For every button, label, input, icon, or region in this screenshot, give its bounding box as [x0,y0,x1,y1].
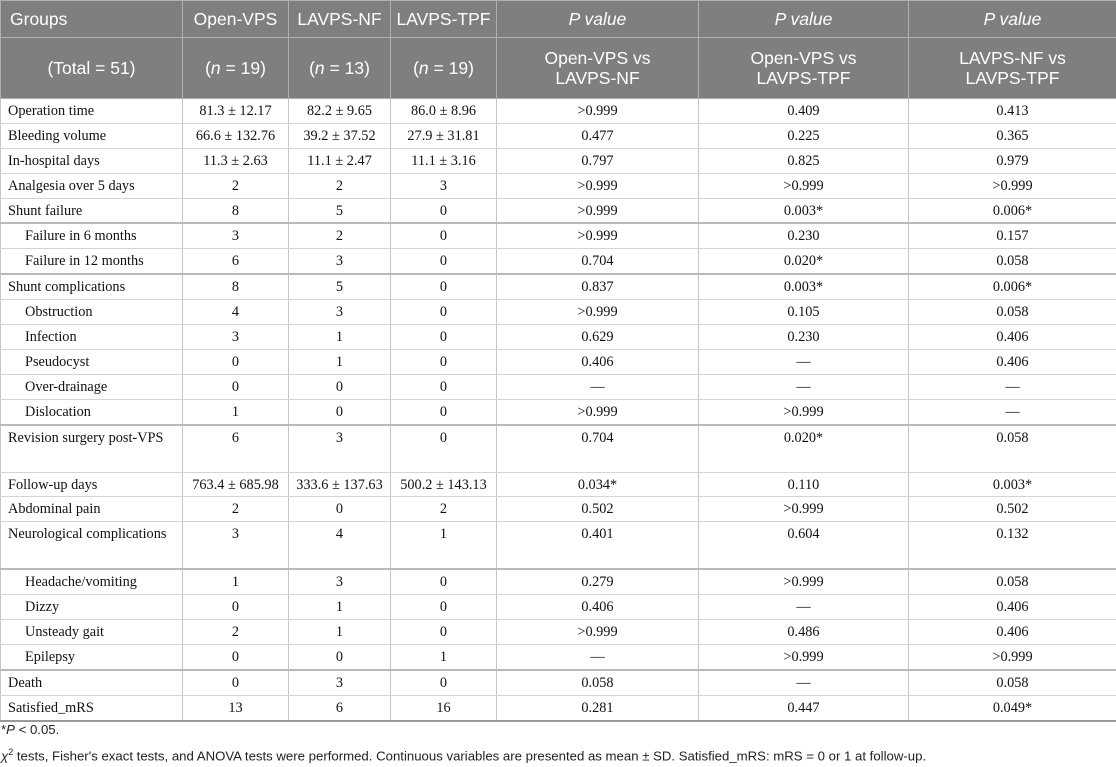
p-open-vs-tpf: 0.409 [699,99,909,124]
p-open-vs-nf: >0.999 [497,223,699,248]
p-nf-vs-tpf: 0.058 [909,425,1116,473]
header-p-value-1: P value [497,1,699,38]
p-open-vs-tpf: 0.604 [699,522,909,570]
lavps-nf-value: 4 [289,522,391,570]
row-label: Failure in 12 months [1,249,183,274]
open-vps-value: 8 [183,198,289,223]
p-open-vs-tpf: >0.999 [699,497,909,522]
header-lavps-nf: LAVPS-NF [289,1,391,38]
p-nf-vs-tpf: >0.999 [909,173,1116,198]
row-label: Pseudocyst [1,349,183,374]
row-label: Satisfied_mRS [1,695,183,720]
lavps-nf-value: 1 [289,595,391,620]
open-vps-value: 11.3 ± 2.63 [183,148,289,173]
p-open-vs-tpf: 0.447 [699,695,909,720]
p-open-vs-nf: 0.406 [497,349,699,374]
p-open-vs-tpf: — [699,374,909,399]
lavps-tpf-value: 0 [391,349,497,374]
table-row [1,349,1116,374]
p-open-vs-tpf: 0.003* [699,274,909,299]
row-label: Operation time [1,99,183,124]
p-open-vs-tpf: 0.825 [699,148,909,173]
p-open-vs-tpf: >0.999 [699,569,909,594]
table-row [1,300,1116,325]
p-nf-vs-tpf: — [909,399,1116,424]
header-open-vps-n: (n = 19) [183,38,289,99]
open-vps-value: 1 [183,399,289,424]
p-open-vs-tpf: — [699,670,909,695]
table-footnotes [0,719,1116,767]
row-label: Abdominal pain [1,497,183,522]
lavps-tpf-value: 0 [391,374,497,399]
p-nf-vs-tpf: — [909,374,1116,399]
p-open-vs-tpf: 0.105 [699,300,909,325]
table-row [1,173,1116,198]
open-vps-value: 6 [183,425,289,473]
p-open-vs-nf: 0.629 [497,325,699,350]
open-vps-value: 0 [183,349,289,374]
row-label: Headache/vomiting [1,569,183,594]
p-open-vs-tpf: >0.999 [699,399,909,424]
header-p-value-2: P value [699,1,909,38]
p-nf-vs-tpf: 0.006* [909,274,1116,299]
open-vps-value: 0 [183,595,289,620]
open-vps-value: 3 [183,325,289,350]
p-open-vs-tpf: 0.230 [699,223,909,248]
lavps-tpf-value: 86.0 ± 8.96 [391,99,497,124]
table-row [1,249,1116,274]
lavps-nf-value: 11.1 ± 2.47 [289,148,391,173]
open-vps-value: 13 [183,695,289,720]
table-row [1,148,1116,173]
table-row [1,274,1116,299]
table-row [1,198,1116,223]
lavps-tpf-value: 0 [391,620,497,645]
open-vps-value: 763.4 ± 685.98 [183,472,289,497]
row-label: Epilepsy [1,645,183,670]
lavps-tpf-value: 11.1 ± 3.16 [391,148,497,173]
p-open-vs-nf: 0.704 [497,249,699,274]
lavps-nf-value: 1 [289,349,391,374]
header-row-counts [1,38,1116,99]
p-open-vs-nf: >0.999 [497,198,699,223]
row-label: Failure in 6 months [1,223,183,248]
header-lavps-nf-n: (n = 13) [289,38,391,99]
lavps-tpf-value: 500.2 ± 143.13 [391,472,497,497]
significance-note: *P < 0.05. [1,719,1116,741]
p-nf-vs-tpf: 0.406 [909,620,1116,645]
table-row [1,645,1116,670]
row-label: Over-drainage [1,374,183,399]
open-vps-value: 4 [183,300,289,325]
p-open-vs-nf: 0.279 [497,569,699,594]
p-nf-vs-tpf: 0.406 [909,325,1116,350]
row-label: Infection [1,325,183,350]
lavps-tpf-value: 0 [391,569,497,594]
p-nf-vs-tpf: 0.406 [909,349,1116,374]
table-row [1,497,1116,522]
p-open-vs-tpf: — [699,595,909,620]
lavps-tpf-value: 0 [391,399,497,424]
lavps-nf-value: 5 [289,198,391,223]
lavps-nf-value: 1 [289,325,391,350]
lavps-tpf-value: 0 [391,300,497,325]
p-open-vs-nf: 0.034* [497,472,699,497]
p-open-vs-nf: 0.797 [497,148,699,173]
lavps-tpf-value: 0 [391,249,497,274]
p-nf-vs-tpf: 0.979 [909,148,1116,173]
open-vps-value: 8 [183,274,289,299]
p-open-vs-nf: — [497,645,699,670]
open-vps-value: 1 [183,569,289,594]
p-open-vs-tpf: 0.020* [699,425,909,473]
lavps-tpf-value: 0 [391,198,497,223]
p-open-vs-nf: 0.477 [497,123,699,148]
table-row [1,522,1116,570]
p-nf-vs-tpf: 0.502 [909,497,1116,522]
row-label: Analgesia over 5 days [1,173,183,198]
lavps-tpf-value: 3 [391,173,497,198]
header-row-groups [1,1,1116,38]
lavps-nf-value: 6 [289,695,391,720]
lavps-nf-value: 3 [289,300,391,325]
p-open-vs-nf: >0.999 [497,300,699,325]
table-row [1,695,1116,720]
row-label: Obstruction [1,300,183,325]
row-label: Neurological complications [1,522,183,570]
lavps-nf-value: 3 [289,670,391,695]
p-nf-vs-tpf: 0.406 [909,595,1116,620]
lavps-nf-value: 39.2 ± 37.52 [289,123,391,148]
table-row [1,620,1116,645]
p-nf-vs-tpf: 0.006* [909,198,1116,223]
table-row [1,99,1116,124]
p-open-vs-nf: 0.502 [497,497,699,522]
p-open-vs-nf: 0.401 [497,522,699,570]
row-label: Dislocation [1,399,183,424]
p-open-vs-nf: 0.058 [497,670,699,695]
table-row [1,123,1116,148]
row-label: Shunt failure [1,198,183,223]
table-row [1,595,1116,620]
lavps-nf-value: 0 [289,645,391,670]
p-open-vs-nf: 0.704 [497,425,699,473]
lavps-tpf-value: 1 [391,645,497,670]
lavps-nf-value: 0 [289,399,391,424]
p-open-vs-nf: >0.999 [497,99,699,124]
table-body [1,99,1116,721]
lavps-tpf-value: 1 [391,522,497,570]
header-groups: Groups [1,1,183,38]
p-open-vs-tpf: 0.020* [699,249,909,274]
p-open-vs-nf: >0.999 [497,620,699,645]
p-open-vs-nf: — [497,374,699,399]
table-row [1,425,1116,473]
p-open-vs-nf: 0.837 [497,274,699,299]
p-open-vs-tpf: 0.486 [699,620,909,645]
p-nf-vs-tpf: 0.413 [909,99,1116,124]
lavps-nf-value: 2 [289,173,391,198]
lavps-nf-value: 3 [289,569,391,594]
lavps-nf-value: 3 [289,425,391,473]
p-nf-vs-tpf: 0.365 [909,123,1116,148]
p-open-vs-tpf: 0.110 [699,472,909,497]
lavps-nf-value: 5 [289,274,391,299]
p-open-vs-nf: 0.281 [497,695,699,720]
header-total: (Total = 51) [1,38,183,99]
table-row [1,472,1116,497]
table-header [1,1,1116,99]
p-open-vs-tpf: — [699,349,909,374]
open-vps-value: 2 [183,497,289,522]
open-vps-value: 0 [183,670,289,695]
p-open-vs-nf: >0.999 [497,399,699,424]
table-row [1,325,1116,350]
p-nf-vs-tpf: 0.132 [909,522,1116,570]
lavps-tpf-value: 0 [391,325,497,350]
open-vps-value: 2 [183,173,289,198]
open-vps-value: 66.6 ± 132.76 [183,123,289,148]
p-open-vs-tpf: >0.999 [699,645,909,670]
table-row [1,670,1116,695]
p-nf-vs-tpf: 0.058 [909,300,1116,325]
lavps-nf-value: 3 [289,249,391,274]
lavps-nf-value: 2 [289,223,391,248]
p-open-vs-tpf: 0.003* [699,198,909,223]
open-vps-value: 6 [183,249,289,274]
row-label: Shunt complications [1,274,183,299]
p-nf-vs-tpf: >0.999 [909,645,1116,670]
table-row [1,223,1116,248]
lavps-tpf-value: 27.9 ± 31.81 [391,123,497,148]
lavps-tpf-value: 0 [391,223,497,248]
p-open-vs-tpf: 0.225 [699,123,909,148]
open-vps-value: 3 [183,223,289,248]
p-nf-vs-tpf: 0.058 [909,569,1116,594]
row-label: Follow-up days [1,472,183,497]
header-p-value-3: P value [909,1,1116,38]
p-nf-vs-tpf: 0.058 [909,670,1116,695]
header-lavps-tpf-n: (n = 19) [391,38,497,99]
lavps-nf-value: 0 [289,497,391,522]
p-nf-vs-tpf: 0.049* [909,695,1116,720]
row-label: Revision surgery post-VPS [1,425,183,473]
open-vps-value: 81.3 ± 12.17 [183,99,289,124]
open-vps-value: 0 [183,374,289,399]
lavps-tpf-value: 0 [391,670,497,695]
header-comparison-2: Open-VPS vs LAVPS-TPF [699,38,909,99]
row-label: Death [1,670,183,695]
open-vps-value: 3 [183,522,289,570]
p-open-vs-nf: >0.999 [497,173,699,198]
lavps-nf-value: 82.2 ± 9.65 [289,99,391,124]
lavps-tpf-value: 16 [391,695,497,720]
lavps-nf-value: 333.6 ± 137.63 [289,472,391,497]
lavps-nf-value: 0 [289,374,391,399]
p-open-vs-nf: 0.406 [497,595,699,620]
p-open-vs-tpf: >0.999 [699,173,909,198]
lavps-tpf-value: 0 [391,595,497,620]
row-label: In-hospital days [1,148,183,173]
table-row [1,399,1116,424]
row-label: Bleeding volume [1,123,183,148]
lavps-nf-value: 1 [289,620,391,645]
lavps-tpf-value: 2 [391,497,497,522]
p-nf-vs-tpf: 0.003* [909,472,1116,497]
table-row [1,569,1116,594]
open-vps-value: 0 [183,645,289,670]
header-lavps-tpf: LAVPS-TPF [391,1,497,38]
open-vps-value: 2 [183,620,289,645]
header-open-vps: Open-VPS [183,1,289,38]
table-row [1,374,1116,399]
row-label: Unsteady gait [1,620,183,645]
p-open-vs-tpf: 0.230 [699,325,909,350]
row-label: Dizzy [1,595,183,620]
header-comparison-3: LAVPS-NF vs LAVPS-TPF [909,38,1116,99]
methods-note: $\chi^2$ tests, Fisher's exact tests, and ANOVA tests were performed. Continuous variables are presented as mean ± SD. Satisfied_mRS: mRS = 0 or 1 at follow-up. [1,741,1116,767]
lavps-tpf-value: 0 [391,274,497,299]
lavps-tpf-value: 0 [391,425,497,473]
header-comparison-1: Open-VPS vs LAVPS-NF [497,38,699,99]
p-nf-vs-tpf: 0.157 [909,223,1116,248]
p-nf-vs-tpf: 0.058 [909,249,1116,274]
